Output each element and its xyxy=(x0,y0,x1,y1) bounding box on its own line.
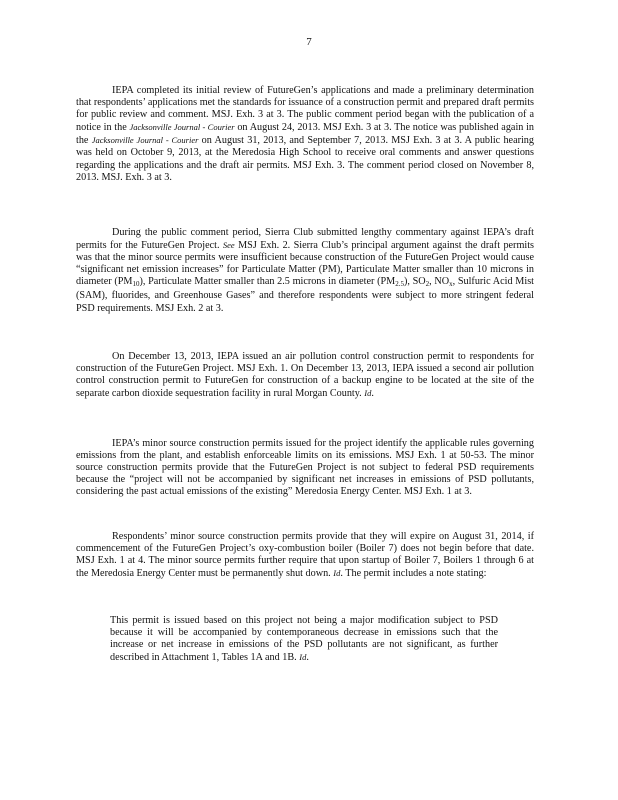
citation-signal: Id xyxy=(333,568,341,579)
citation-signal: Id xyxy=(299,652,307,663)
quote-text: . xyxy=(306,652,309,664)
paragraph-preliminary-determination xyxy=(76,85,534,184)
paragraph-text: IEPA’s minor source construction permits issued for the project identify the applicable rules governing emissions from the plant, and establish enforceable limits on its emissions. MSJ Exh. 1 at 50-53. The minor source construction permits provide that the FutureGen Project is not subject to federal PSD requirements because the “project will not be accompanied by significant net increases in emissions of PSD pollutants, considering the past actual emissions of the existing” Meredosia Energy Center. MSJ Exh. 1 at 3. xyxy=(76,438,534,498)
paragraph-text: on August 24, 2013. MSJ Exh. 3 at 3. The notice was published again in the xyxy=(76,122,535,147)
paragraph-text: On December 13, 2013, IEPA issued an air pollution control construction permit to respondents for construction of the FutureGen Project. MSJ Exh. 1. On December 13, 2013, IEPA issued a second air pollution control construction permit to FutureGen for construction of a backup engine to be located at the site of the separate carbon dioxide sequestration facility in rural Morgan County. xyxy=(76,351,534,400)
page-number: 7 xyxy=(306,36,312,48)
subscript: 2.5 xyxy=(395,280,404,289)
paragraph-text: ), SO xyxy=(403,276,426,288)
paragraph-text: MSJ Exh. 2. Sierra Club’s principal argument against the draft permits was that the minor source permits were insufficient because construction of the FutureGen Project would cause “significant net emission increases” for Particulate Matter (PM), Particulate Matter smaller than 10 microns in diameter (PM xyxy=(76,240,534,288)
paragraph-text: , NO xyxy=(429,276,450,288)
subscript: 2 xyxy=(425,280,430,289)
quote-text: This permit is issued based on this project not being a major modification subject to PSD because it will be accompanied by contemporaneous decrease in emissions such that the increase or net increase in emissions of the PSD pollutants are not significant, as further described in Attachment 1, Tables 1A and 1B. xyxy=(110,615,498,664)
paragraph-text: . The permit includes a note stating: xyxy=(340,568,487,580)
subscript: 10 xyxy=(132,280,140,289)
paragraph-text: Respondents’ minor source construction permits provide that they will expire on August 31, 2014, if commencement of the FutureGen Project’s oxy-combustion boiler (Boiler 7) does not begin before that date. MSJ Exh. 1 at 4. The minor source permits further require that upon startup of Boiler 7, Boilers 1 through 6 at the Meredosia Energy Center must be permanently shut down. xyxy=(76,531,534,580)
paragraph-sierra-club-comments xyxy=(76,227,534,315)
paragraph-minor-source-permits xyxy=(76,438,534,498)
newspaper-title: Jacksonville Journal - Courier xyxy=(129,122,235,133)
paragraph-text: ), Particulate Matter smaller than 2.5 microns in diameter (PM xyxy=(139,276,396,288)
paragraph-permit-issuance xyxy=(76,351,534,400)
paragraph-permit-expiration xyxy=(76,531,534,580)
block-quote-permit-note xyxy=(110,615,498,664)
subscript: x xyxy=(449,280,453,289)
paragraph-text: , Sulfuric Acid Mist (SAM), fluorides, and Greenhouse Gases” and therefore respondents were subject to more stringent federal PSD requirements. MSJ Exh. 2 at 3. xyxy=(76,276,534,314)
citation-signal: See xyxy=(222,240,235,251)
paragraph-text: . xyxy=(371,388,374,400)
paragraph-text: on August 31, 2013, and September 7, 2013. MSJ Exh. 3 at 3. A public hearing was held on October 9, 2013, at the Meredosia High School to receive oral comments and answer questions regarding the applications and the draft air permits. MSJ Exh. 3. The comment period closed on November 8, 2013. MSJ. Exh. 3 at 3. xyxy=(76,135,534,183)
paragraph-text: IEPA completed its initial review of FutureGen’s applications and made a preliminary determination that respondents’ applications met the standards for issuance of a construction permit and prepared draft permits for public review and comment. MSJ. Exh. 3 at 3. The public comment period began with the publication of a notice in the xyxy=(76,85,534,134)
paragraph-text: During the public comment period, Sierra Club submitted lengthy commentary against IEPA’s draft permits for the FutureGen Project. xyxy=(76,227,534,252)
newspaper-title: Jacksonville Journal - Courier xyxy=(91,135,199,146)
citation-signal: Id xyxy=(364,388,372,399)
